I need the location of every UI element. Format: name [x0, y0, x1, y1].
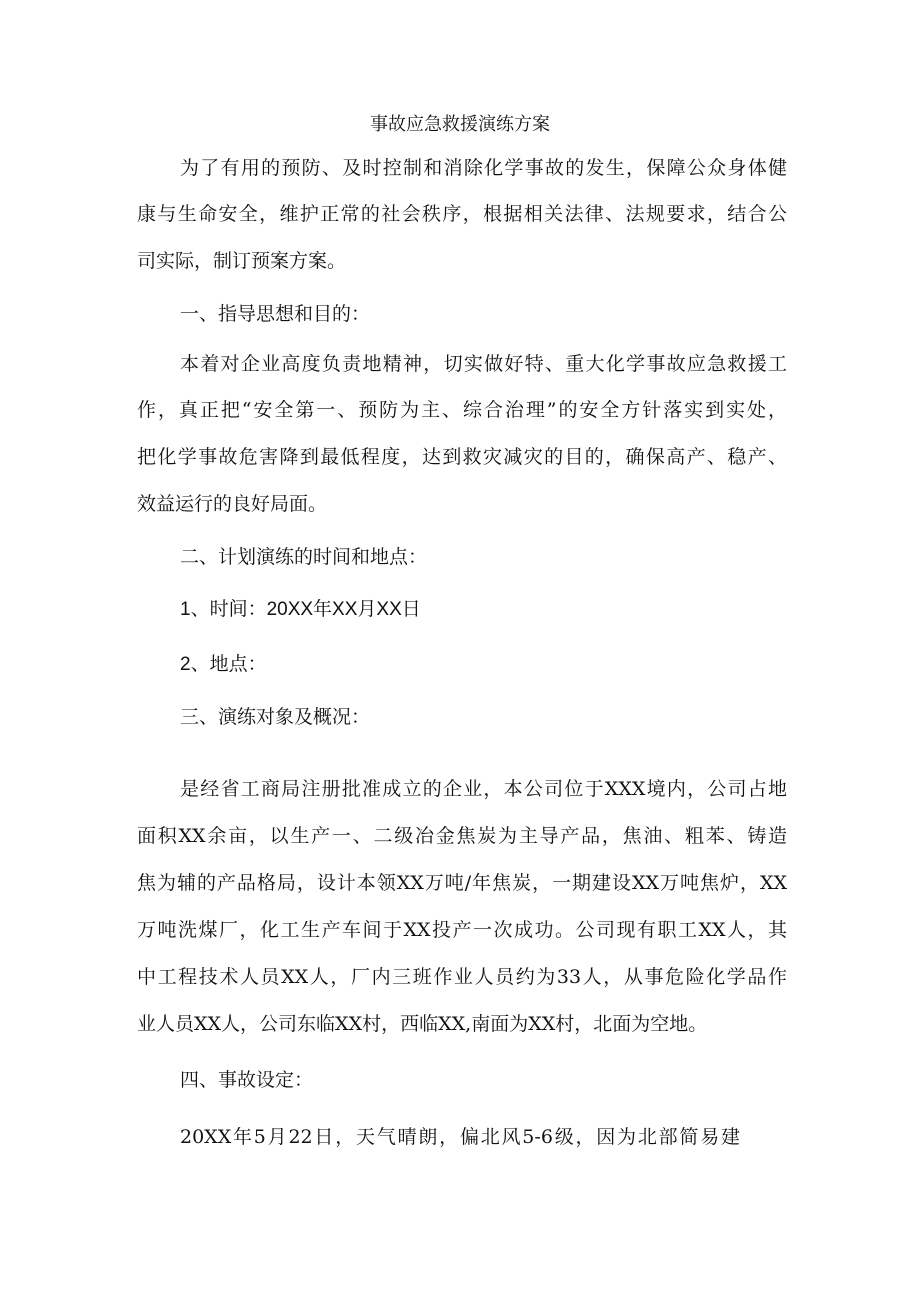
section3-line: 业人员XX人，公司东临XX村，西临XX,南面为XX村，北面为空地。 [137, 1013, 708, 1035]
section3-line: 焦为辅的产品格局，设计本领XX万吨/年焦炭，一期建设XX万吨焦炉，XX [137, 872, 787, 894]
section3-line: 中工程技术人员XX人，厂内三班作业人员约为33人，从事危险化学品作 [137, 966, 787, 988]
section4-line: 20XX年5月22日，天气晴朗，偏北风5-6级，因为北部简易建 [180, 1126, 740, 1148]
section4-heading: 四、事故设定： [180, 1069, 314, 1091]
intro-line: 康与生命安全，维护正常的社会秩序，根据相关法律、法规要求，结合公 [137, 203, 787, 225]
section3-line: 万吨洗煤厂，化工生产车间于XX投产一次成功。公司现有职工XX人，其 [137, 919, 787, 941]
section1-line: 作，真正把“安全第一、预防为主、综合治理”的安全方针落实到实处， [137, 399, 787, 421]
section2-heading: 二、计划演练的时间和地点： [180, 546, 428, 568]
section3-heading: 三、演练对象及概况： [180, 706, 371, 728]
intro-line: 司实际，制订预案方案。 [137, 250, 347, 272]
intro-line: 为了有用的预防、及时控制和消除化学事故的发生，保障公众身体健 [180, 157, 787, 179]
section3-line: 是经省工商局注册批准成立的企业，本公司位于XXX境内，公司占地 [180, 778, 787, 800]
section1-heading: 一、指导思想和目的： [180, 303, 371, 325]
document-title: 事故应急救援演练方案 [370, 114, 550, 135]
section3-line: 面积XX余亩，以生产一、二级冶金焦炭为主导产品，焦油、粗苯、铸造 [137, 825, 787, 847]
section2-time: 1、时间：20XX年XX月XX日 [180, 599, 421, 620]
section1-line: 本着对企业高度负责地精神，切实做好特、重大化学事故应急救援工 [180, 353, 787, 375]
section1-line: 效益运行的良好局面。 [137, 493, 328, 515]
section2-place: 2、地点： [180, 654, 267, 675]
section1-line: 把化学事故危害降到最低程度，达到救灾减灾的目的，确保高产、稳产、 [137, 446, 787, 468]
